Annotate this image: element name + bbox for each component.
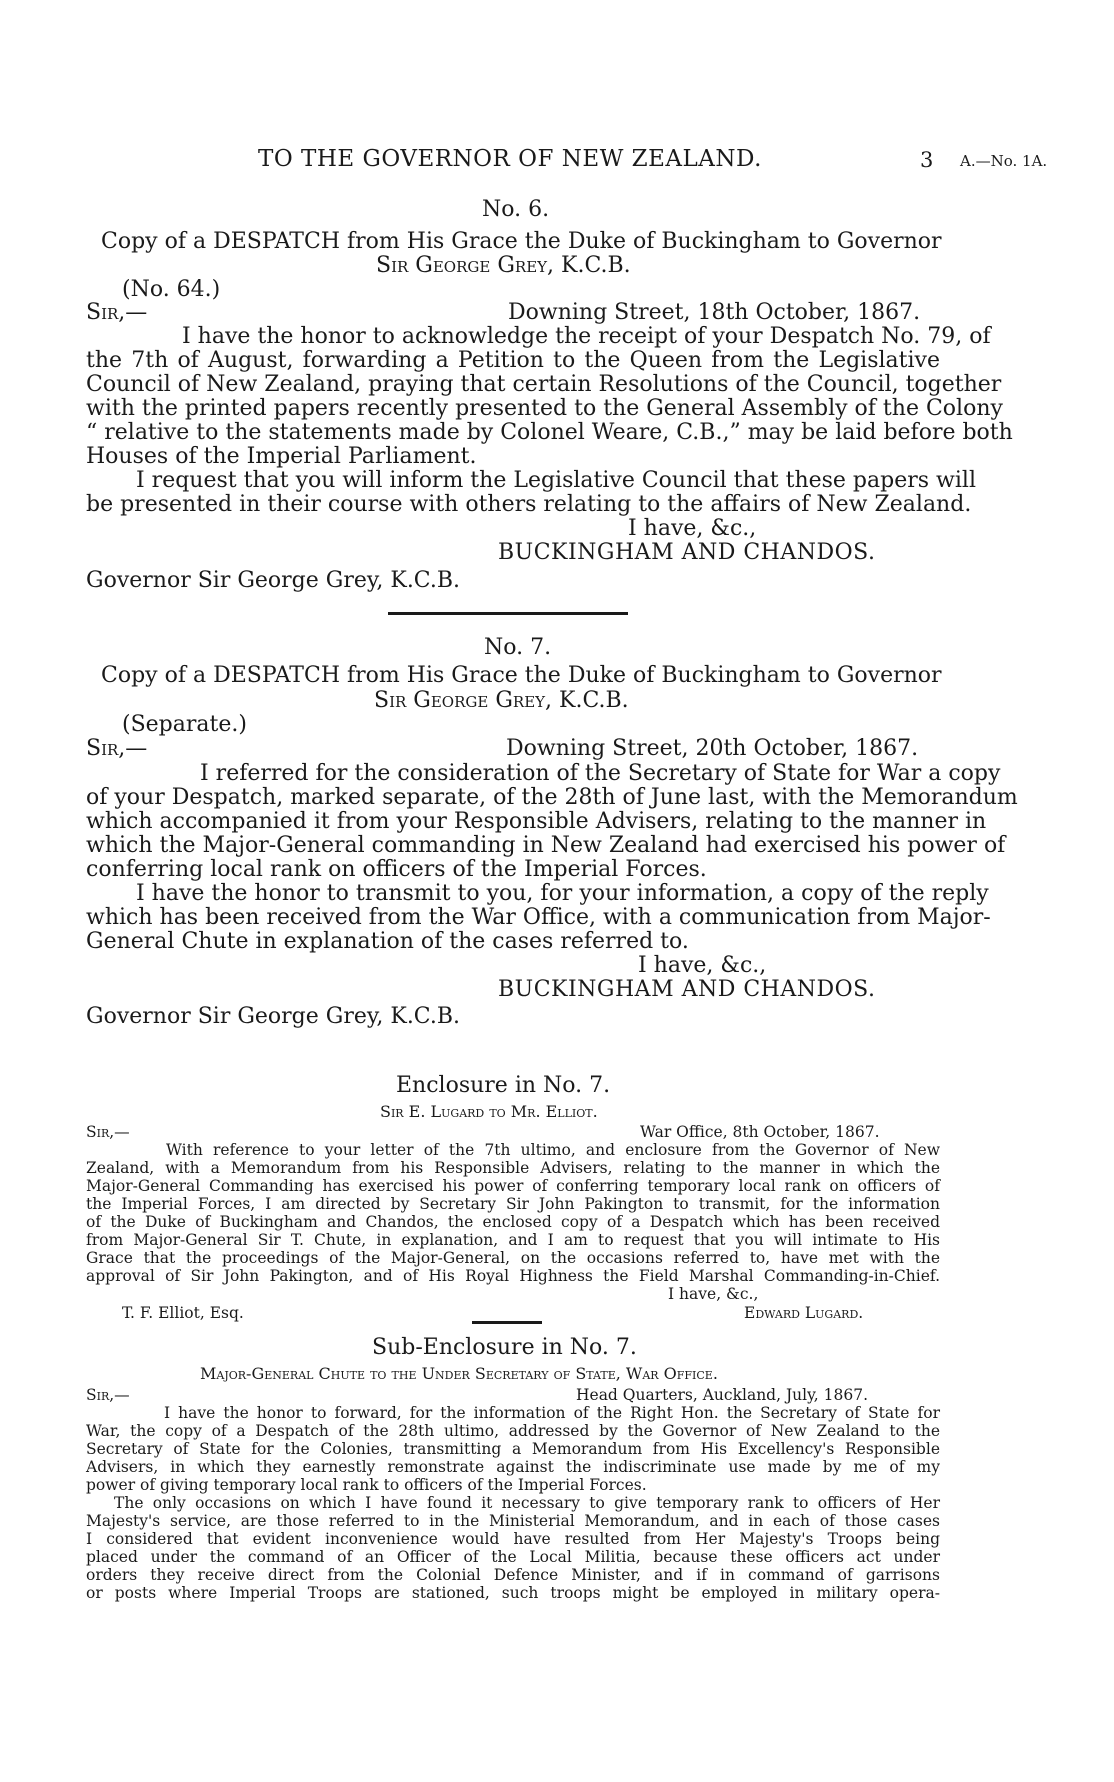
despatch-6-salutation: Sir,— bbox=[86, 300, 148, 325]
sub-enclosure-salutation: Sir,— bbox=[86, 1386, 130, 1404]
sub-enclosure-body-line: or posts where Imperial Troops are stationed, such troops might be employed in military opera- bbox=[86, 1584, 940, 1602]
despatch-7-body-line: I referred for the consideration of the Secretary of State for War a copy bbox=[200, 761, 1001, 786]
despatch-6-title-line-2: Sir George Grey, K.C.B. bbox=[376, 253, 631, 278]
despatch-7-body-line: which has been received from the War Office, with a communication from Major- bbox=[86, 905, 991, 930]
enclosure-body-line: approval of Sir John Pakington, and of His Royal Highness the Field Marshal Commanding-in-Chief. bbox=[86, 1267, 940, 1285]
sub-enclosure-body-line: I considered that evident inconvenience would have resulted from Her Majesty's Troops being bbox=[86, 1530, 940, 1548]
despatch-6-signature: BUCKINGHAM AND CHANDOS. bbox=[498, 540, 876, 565]
sub-enclosure-dateline: Head Quarters, Auckland, July, 1867. bbox=[576, 1386, 869, 1404]
sub-enclosure-body-line: Advisers, in which they earnestly remonstrate against the indiscriminate use made by me of my bbox=[86, 1458, 940, 1476]
sub-enclosure-subheading: Major-General Chute to the Under Secretary of State, War Office. bbox=[200, 1364, 718, 1383]
despatch-6-body-line: Council of New Zealand, praying that certain Resolutions of the Council, together bbox=[86, 372, 1002, 397]
despatch-7-title-line-2: Sir George Grey, K.C.B. bbox=[374, 688, 629, 713]
enclosure-closing: I have, &c., bbox=[668, 1285, 759, 1303]
sub-enclosure-body-line: placed under the command of an Officer of the Local Militia, because these officers act under bbox=[86, 1548, 940, 1566]
despatch-6-body-line: I have the honor to acknowledge the receipt of your Despatch No. 79, of bbox=[182, 324, 991, 349]
enclosure-heading: Enclosure in No. 7. bbox=[396, 1073, 611, 1098]
enclosure-subheading: Sir E. Lugard to Mr. Elliot. bbox=[380, 1102, 598, 1121]
sub-enclosure-body-line: power of giving temporary local rank to officers of the Imperial Forces. bbox=[86, 1476, 647, 1494]
despatch-7-dateline: Downing Street, 20th October, 1867. bbox=[506, 736, 919, 761]
despatch-7-signature: BUCKINGHAM AND CHANDOS. bbox=[498, 977, 876, 1002]
enclosure-body-line: Grace that the proceedings of the Major-General, on the occasions referred to, have met with the bbox=[86, 1249, 940, 1267]
despatch-6-body-line: “ relative to the statements made by Colonel Weare, C.B.,” may be laid before both bbox=[86, 420, 1013, 445]
enclosure-body-line: from Major-General Sir T. Chute, in explanation, and I am to request that you will intimate to His bbox=[86, 1231, 940, 1249]
sub-enclosure-body-line: The only occasions on which I have found it necessary to give temporary rank to officers of Her bbox=[114, 1494, 940, 1512]
sub-enclosure-body-line: I have the honor to forward, for the information of the Right Hon. the Secretary of State for bbox=[164, 1404, 940, 1422]
despatch-7-body-line: I have the honor to transmit to you, for your information, a copy of the reply bbox=[136, 881, 989, 906]
despatch-6-addressee: Governor Sir George Grey, K.C.B. bbox=[86, 568, 461, 593]
despatch-6-dateline: Downing Street, 18th October, 1867. bbox=[508, 300, 921, 325]
despatch-7-salutation: Sir,— bbox=[86, 736, 148, 761]
despatch-6-body-line: with the printed papers recently presented to the General Assembly of the Colony bbox=[86, 396, 1003, 421]
sub-enclosure-heading: Sub-Enclosure in No. 7. bbox=[372, 1335, 637, 1360]
despatch-6-title-line-1: Copy of a DESPATCH from His Grace the Duke of Buckingham to Governor bbox=[101, 229, 942, 254]
despatch-7-body-line: conferring local rank on officers of the Imperial Forces. bbox=[86, 857, 707, 882]
despatch-7-title-line-1: Copy of a DESPATCH from His Grace the Duke of Buckingham to Governor bbox=[101, 663, 942, 688]
paper-reference: A.—No. 1A. bbox=[960, 152, 1048, 170]
despatch-7-reference: (Separate.) bbox=[122, 712, 247, 737]
enclosure-body-line: of the Duke of Buckingham and Chandos, the enclosed copy of a Despatch which has been received bbox=[86, 1213, 940, 1231]
sub-enclosure-body-line: Majesty's service, are those referred to in the Ministerial Memorandum, and in each of those cases bbox=[86, 1512, 940, 1530]
despatch-6-body-line: Houses of the Imperial Parliament. bbox=[86, 444, 477, 469]
despatch-6-reference: (No. 64.) bbox=[122, 277, 221, 302]
despatch-7-body-line: General Chute in explanation of the cases referred to. bbox=[86, 929, 689, 954]
despatch-7-addressee: Governor Sir George Grey, K.C.B. bbox=[86, 1004, 461, 1029]
despatch-6-closing: I have, &c., bbox=[628, 516, 757, 541]
sub-enclosure-body-line: War, the copy of a Despatch of the 28th ultimo, addressed by the Governor of New Zealand to the bbox=[86, 1422, 940, 1440]
enclosure-dateline: War Office, 8th October, 1867. bbox=[640, 1123, 880, 1141]
despatch-7-body-line: of your Despatch, marked separate, of the 28th of June last, with the Memorandum bbox=[86, 785, 1018, 810]
running-title: TO THE GOVERNOR OF NEW ZEALAND. bbox=[258, 146, 762, 172]
despatch-7-closing: I have, &c., bbox=[638, 953, 767, 978]
despatch-6-body-line: be presented in their course with others relating to the affairs of New Zealand. bbox=[86, 492, 972, 517]
enclosure-salutation: Sir,— bbox=[86, 1123, 130, 1141]
despatch-7-body-line: which the Major-General commanding in New Zealand had exercised his power of bbox=[86, 833, 1006, 858]
enclosure-body-line: Zealand, with a Memorandum from his Responsible Advisers, relating to the manner in which the bbox=[86, 1159, 940, 1177]
despatch-7-number: No. 7. bbox=[484, 635, 552, 660]
section-divider bbox=[472, 1321, 542, 1324]
enclosure-addressee: T. F. Elliot, Esq. bbox=[122, 1304, 244, 1322]
sub-enclosure-body-line: orders they receive direct from the Colonial Defence Minister, and if in command of garrisons bbox=[86, 1566, 940, 1584]
enclosure-signature: Edward Lugard. bbox=[744, 1304, 864, 1322]
despatch-6-number: No. 6. bbox=[482, 197, 550, 222]
despatch-6-body-line: the 7th of August, forwarding a Petition to the Queen from the Legislative bbox=[86, 348, 940, 373]
section-divider bbox=[388, 612, 628, 615]
enclosure-body-line: With reference to your letter of the 7th ultimo, and enclosure from the Governor of New bbox=[166, 1141, 940, 1159]
enclosure-body-line: Major-General Commanding has exercised his power of conferring temporary local rank on officers of bbox=[86, 1177, 940, 1195]
despatch-6-body-line: I request that you will inform the Legislative Council that these papers will bbox=[136, 468, 976, 493]
page-number: 3 bbox=[920, 148, 934, 172]
sub-enclosure-body-line: Secretary of State for the Colonies, transmitting a Memorandum from His Excellency's Responsible bbox=[86, 1440, 940, 1458]
despatch-7-body-line: which accompanied it from your Responsible Advisers, relating to the manner in bbox=[86, 809, 987, 834]
enclosure-body-line: the Imperial Forces, I am directed by Secretary Sir John Pakington to transmit, for the information bbox=[86, 1195, 940, 1213]
